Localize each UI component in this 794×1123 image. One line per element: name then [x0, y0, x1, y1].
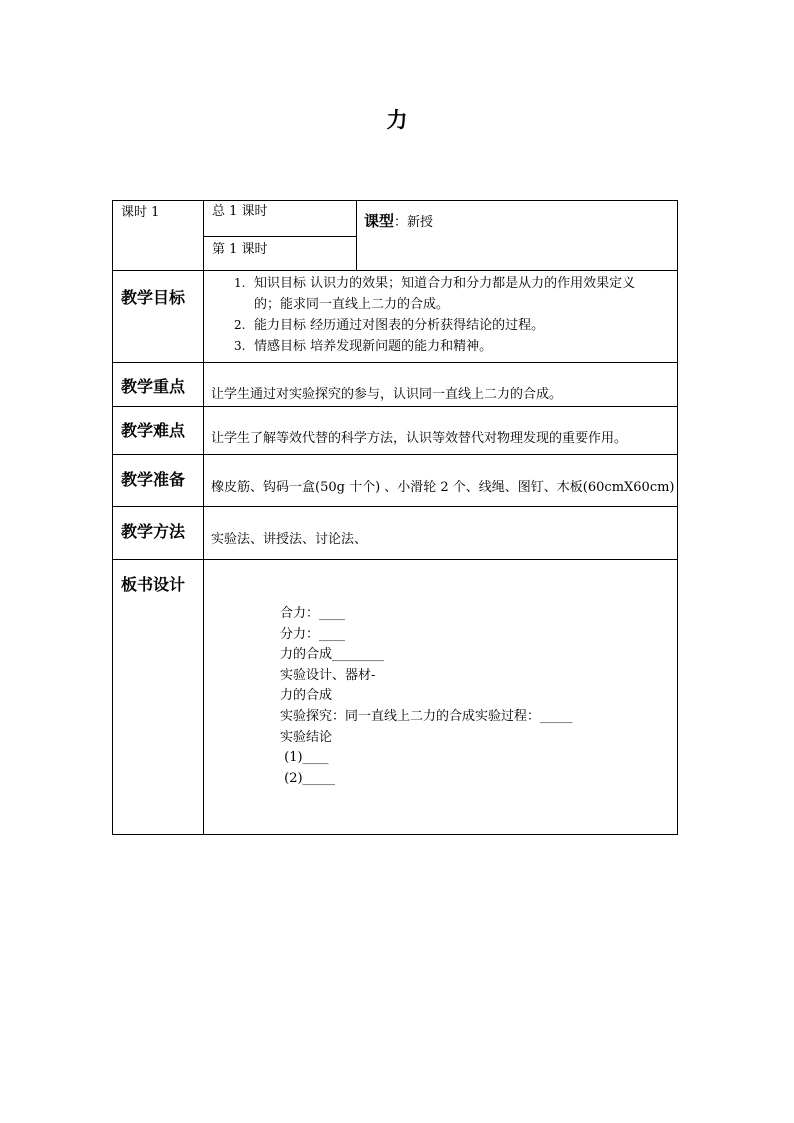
- difficulty-text: 让学生了解等效代替的科学方法，认识等效替代对物理发现的重要作用。: [211, 431, 628, 446]
- row-divider: [203, 236, 356, 237]
- current-lesson: 第 1 课时: [212, 242, 268, 257]
- row-divider: [113, 454, 677, 455]
- item-text-cont: 的；能求同一直线上二力的合成。: [254, 297, 450, 312]
- list-item: [208, 336, 678, 357]
- preparation-label: 教学准备: [121, 470, 186, 489]
- method-text: 实验法、讲授法、讨论法、: [211, 532, 368, 547]
- board-line: 实验结论: [280, 729, 333, 745]
- board-line: 力的合成: [280, 688, 333, 704]
- list-item: [208, 273, 678, 315]
- method-label: 教学方法: [121, 522, 186, 541]
- item-text: 能力目标 经历通过对图表的分析获得结论的过程。: [254, 318, 545, 333]
- goals-list: [208, 273, 678, 357]
- row-divider: [113, 270, 677, 271]
- lesson-type-label: 课型: [364, 212, 395, 230]
- list-item: [208, 315, 678, 336]
- goals-label: 教学目标: [121, 288, 186, 307]
- row-divider: [113, 362, 677, 363]
- col-divider: [356, 201, 357, 270]
- lesson-type-value: ：新授: [394, 215, 434, 230]
- board-line: 实验探究：同一直线上二力的合成实验过程：_____: [280, 708, 573, 724]
- item-number: 2.: [234, 318, 246, 332]
- item-text: 知识目标 认识力的效果；知道合力和分力都是从力的作用效果定义: [254, 276, 636, 291]
- board-design-label: 板书设计: [121, 575, 186, 594]
- item-number: 3.: [234, 339, 246, 353]
- lesson-type: [364, 212, 433, 232]
- col-divider: [203, 201, 204, 270]
- row-divider: [113, 406, 677, 407]
- row-divider: [113, 559, 677, 560]
- key-point-text: 让学生通过对实验探究的参与，认识同一直线上二力的合成。: [211, 387, 563, 402]
- preparation-text: 橡皮筋、钩码一盒(50g 十个) 、小滑轮 2 个、线绳、图钉、木板(60cmX60cm): [211, 480, 675, 495]
- row-divider: [113, 506, 677, 507]
- board-line: (1)____: [280, 750, 329, 766]
- total-lessons: 总 1 课时: [212, 204, 268, 219]
- col-divider: [203, 270, 204, 834]
- board-line: 合力：____: [280, 606, 346, 621]
- lesson-plan-table: [112, 200, 678, 835]
- key-point-label: 教学重点: [121, 377, 186, 396]
- board-line: 力的合成________: [280, 647, 385, 663]
- page-title: 力: [386, 108, 408, 132]
- item-text: 情感目标 培养发现新问题的能力和精神。: [254, 339, 493, 354]
- board-design-content: [280, 604, 573, 789]
- board-line: (2)_____: [280, 770, 336, 786]
- board-line: 分力：____: [280, 626, 346, 642]
- board-line: 实验设计、器材-: [280, 667, 376, 683]
- lesson-count: 课时 1: [121, 205, 160, 220]
- difficulty-label: 教学难点: [121, 421, 186, 440]
- item-number: 1.: [234, 276, 246, 290]
